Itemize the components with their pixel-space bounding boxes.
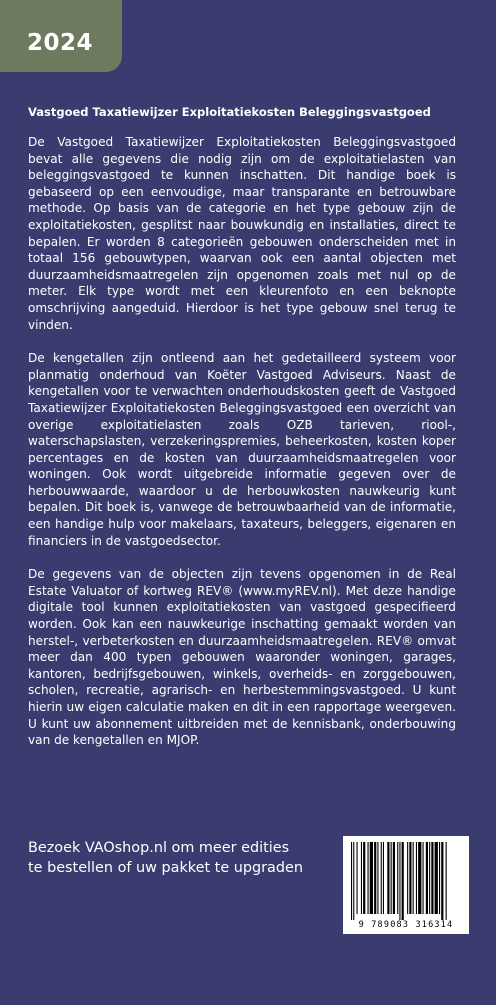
barcode-bar (391, 842, 392, 914)
barcode-bar (397, 842, 398, 914)
cta-line-2: te bestellen of uw pakket te upgraden (28, 860, 303, 876)
barcode-bar (368, 842, 369, 914)
paragraph-kengetallen: De kengetallen zijn ontleend aan het gedetailleerd systeem voor planmatig onderhoud van Koëter Vastgoed Adviseurs. Naast de kengetallen voor te verwachten onderhoudskosten geeft de Vastgoed Taxatiewijzer Exploitatiekosten Beleggingsvastgoed een overzicht van overige exploitatielasten zoals OZB tarieven, riool-, waterschapslasten, verzekeringspremies, beheerkosten, kosten koper percentages en de kosten van duurzaamheidsmaatregelen voor woningen. Ook wordt uitgebreide informatie gegeven over de herbouwwaarde, waardoor u de herbouwkosten nauwkeurig kunt bepalen. Dit boek is, vanwege de betrouwbaarheid van de informatie, een handige hulp voor makelaars, taxateurs, beleggers, eigenaren en financiers in de vastgoedsector. (28, 351, 456, 548)
year-label: 2024 (27, 30, 94, 56)
barcode-bar (351, 842, 352, 920)
barcode-bars (343, 836, 469, 922)
barcode-bar (441, 842, 443, 920)
barcode-bar (431, 842, 433, 914)
barcode-bar (429, 842, 430, 914)
barcode-bar (377, 842, 378, 914)
barcode-number: 9 789083 316314 (358, 920, 454, 930)
book-title: Vastgoed Taxatiewijzer Exploitatiekosten Beleggingsvastgoed (28, 105, 431, 119)
barcode-bar (363, 842, 365, 914)
barcode-bar (416, 842, 417, 914)
barcode-bar (387, 842, 389, 914)
barcode-bar (357, 842, 358, 914)
barcode-bar (353, 842, 354, 920)
barcode-bar (361, 842, 362, 914)
barcode-bar (423, 842, 424, 914)
barcode-bar (399, 842, 400, 920)
barcode-bar (409, 842, 411, 914)
barcode-bar (381, 842, 382, 914)
barcode-bar (426, 842, 428, 914)
barcode-bar (393, 842, 395, 914)
barcode-bar (446, 842, 447, 920)
paragraph-rev: De gegevens van de objecten zijn tevens opgenomen in de Real Estate Valuator of kortweg REV® (www.myREV.nl). Met deze handige digitale tool kunnen exploitatiekosten van vastgoed gespecifieerd worden. Ook kan een nauwkeurige inschatting gemaakt worden van herstel-, verbeterkosten en duurzaamheidsmaatregelen. REV® omvat meer dan 400 typen gebouwen waaronder woningen, garages, kantoren, bedrijfsgebouwen, winkels, overheids- en zorggebouwen, scholen, recreatie, agrarisch- en herbestemmingsvastgoed. U kunt hierin uw eigen calculatie maken en dit in een rapportage weergeven. U kunt uw abonnement uitbreiden met de kennisbank, onderbouwing van de kengetallen en MJOP. (28, 567, 456, 748)
cta-line-1: Bezoek VAOshop.nl om meer edities (28, 840, 290, 856)
isbn-barcode (343, 836, 469, 934)
barcode-bar (383, 842, 384, 914)
year-tab (0, 0, 122, 72)
paragraph-intro: De Vastgoed Taxatiewijzer Exploitatiekosten Beleggingsvastgoed bevat alle gegevens die nodig zijn om de exploitatielasten van beleggingsvastgoed te kunnen inschatten. Dit handige boek is gebaseerd op een eenvoudige, maar transparante en betrouwbare methode. Op basis van de categorie en het type gebouw zijn de exploitatiekosten, gesplitst naar bouwkundig en installaties, direct te bepalen. Er worden 8 categorieën gebouwen onderscheiden met in totaal 156 gebouwtypen, waarvan ook een aantal objecten met duurzaamheidsmaatregelen zijn opgenomen zoals met nul op de meter. Elk type wordt met een kleurenfoto en een beknopte omschrijving aangeduid. Hierdoor is het type gebouw snel terug te vinden. (28, 135, 456, 332)
barcode-bar (374, 842, 376, 914)
barcode-bar (435, 842, 438, 914)
shop-call-to-action (28, 838, 328, 878)
barcode-bar (439, 842, 440, 914)
barcode-bar (402, 842, 404, 920)
barcode-bar (370, 842, 373, 914)
back-cover-text (28, 104, 456, 766)
barcode-bar (413, 842, 414, 914)
barcode-bar (407, 842, 408, 914)
barcode-bar (418, 842, 421, 914)
